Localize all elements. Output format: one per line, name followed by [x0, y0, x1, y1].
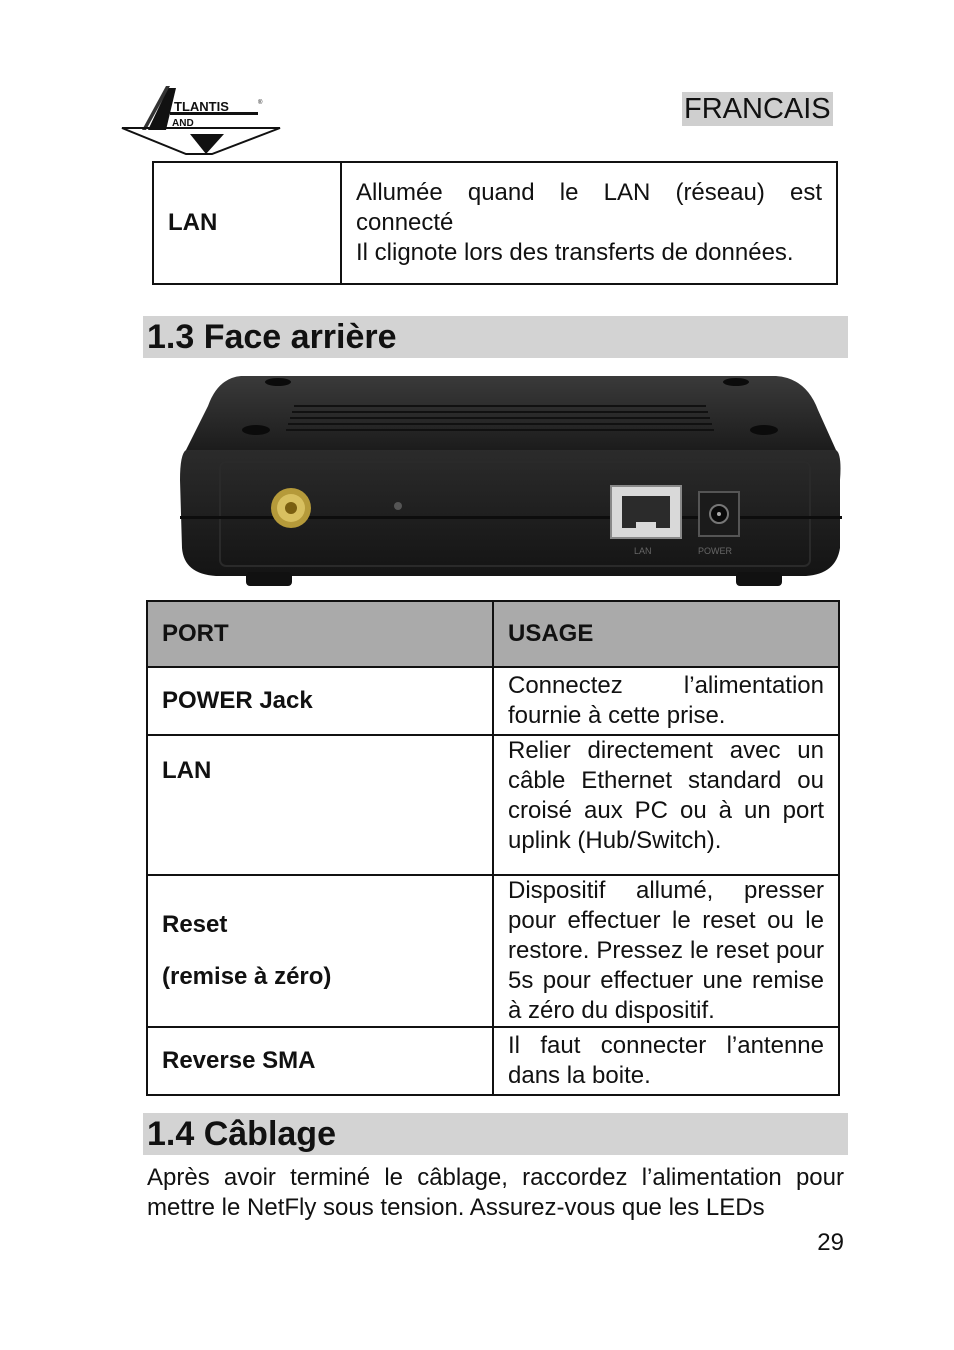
- table-row: [147, 875, 839, 1027]
- port-usage: Il faut connecter l’antenne dans la boite.: [493, 1027, 839, 1095]
- section-heading-rear: 1.3 Face arrière: [143, 316, 848, 358]
- column-header-usage: USAGE: [493, 601, 839, 667]
- table-row: [147, 667, 839, 735]
- port-name: [147, 875, 493, 1027]
- port-table: [146, 600, 840, 1096]
- svg-text:®: ®: [258, 100, 263, 106]
- led-description: [341, 162, 837, 284]
- port-usage: Dispositif allumé, presser pour effectuer le reset ou le restore. Pressez le reset pour 5s pour effectuer une remise à zéro du dispositif.: [493, 875, 839, 1027]
- language-label: FRANCAIS: [684, 93, 831, 125]
- led-table: [152, 161, 838, 285]
- port-name: POWER Jack: [147, 667, 493, 735]
- port-name-line: (remise à zéro): [162, 963, 332, 990]
- svg-text:POWER: POWER: [698, 546, 733, 556]
- svg-text:LAN: LAN: [634, 546, 652, 556]
- atlantis-logo: [120, 84, 285, 160]
- led-line: Allumée quand le LAN (réseau) est connecté: [356, 179, 822, 236]
- column-header-port: PORT: [147, 601, 493, 667]
- cabling-paragraph: Après avoir terminé le câblage, raccordez l’alimentation pour mettre le NetFly sous tension. Assurez-vous que les LEDs: [147, 1164, 844, 1221]
- table-row: [153, 162, 837, 284]
- table-row: [147, 735, 839, 875]
- section-heading-cabling: 1.4 Câblage: [143, 1113, 848, 1155]
- page-number: 29: [817, 1229, 844, 1256]
- rear-panel-photo: [146, 370, 848, 592]
- led-label: LAN: [153, 162, 341, 284]
- port-name-line: Reset: [162, 911, 228, 938]
- port-name: LAN: [147, 735, 493, 875]
- svg-text:TLANTIS: TLANTIS: [174, 99, 229, 114]
- port-usage: Connectez l’alimentation fournie à cette prise.: [493, 667, 839, 735]
- table-row: [147, 1027, 839, 1095]
- table-header-row: [147, 601, 839, 667]
- svg-text:AND: AND: [172, 118, 194, 129]
- port-usage: Relier directement avec un câble Ethernet standard ou croisé aux PC ou à un port uplink (Hub/Switch).: [493, 735, 839, 875]
- led-line: Il clignote lors des transferts de données.: [356, 239, 794, 266]
- port-name: Reverse SMA: [147, 1027, 493, 1095]
